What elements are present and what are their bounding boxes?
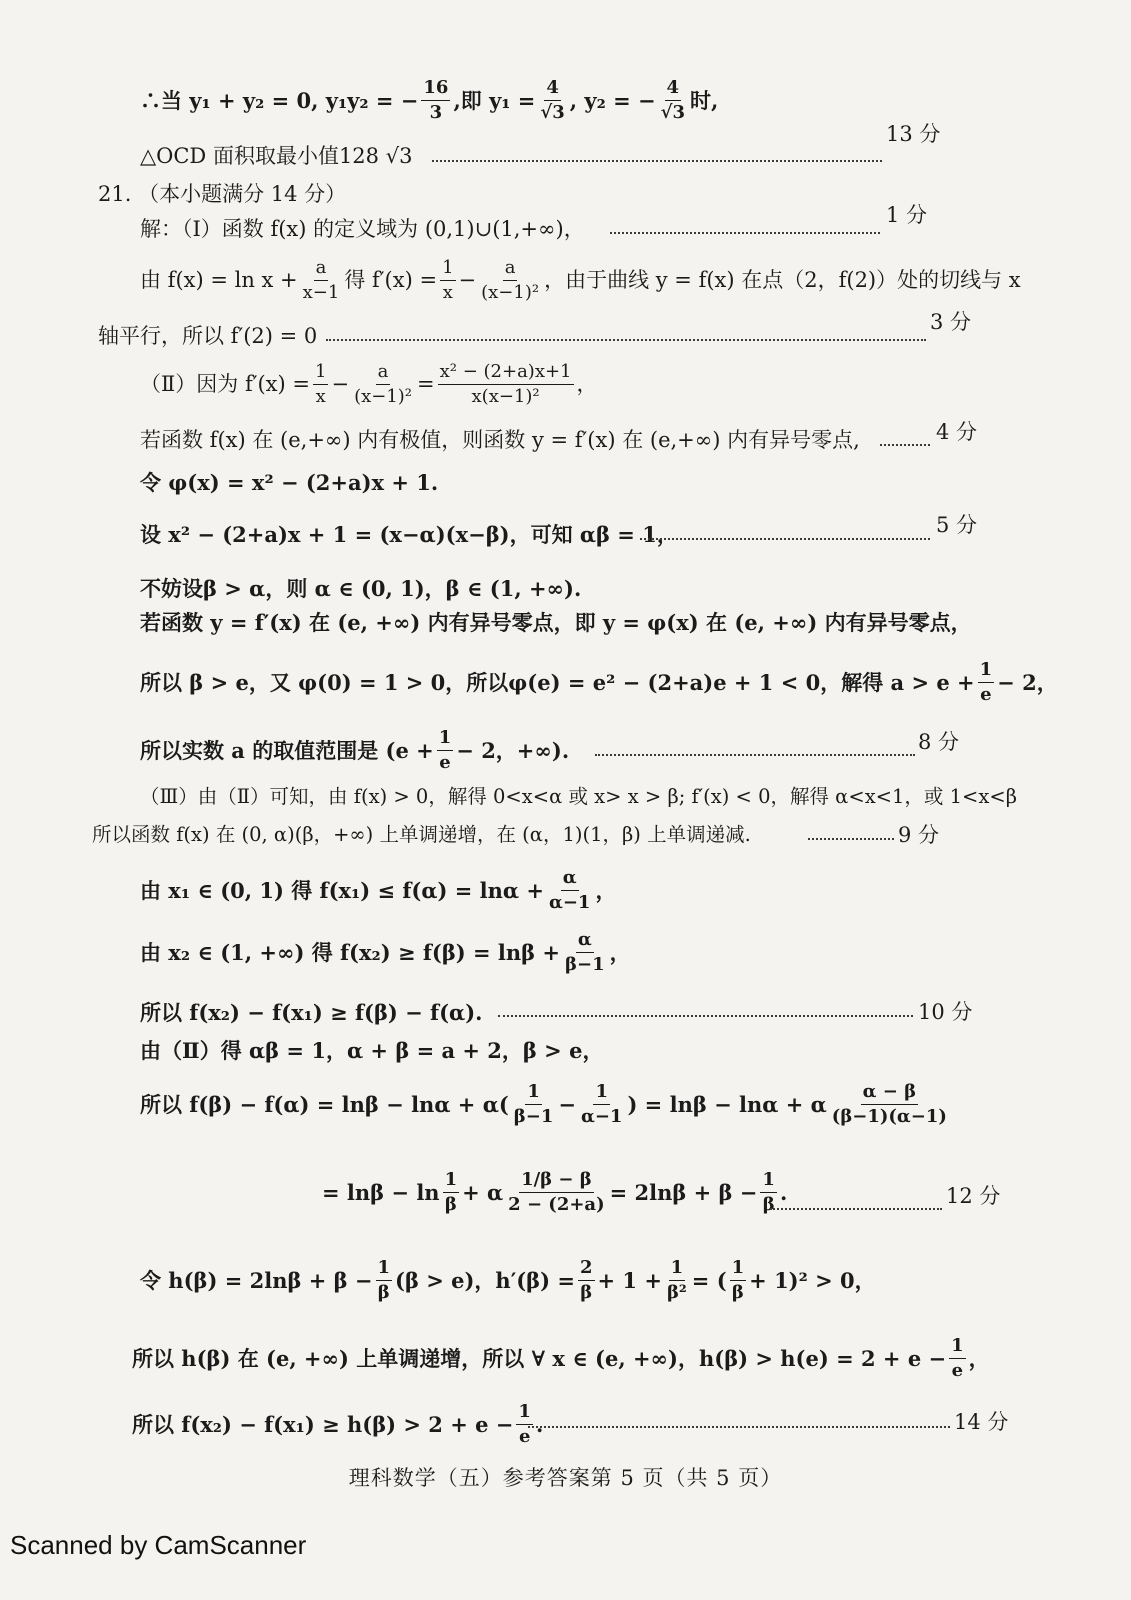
fraction: $\frac{16}{3}$ [423, 77, 449, 123]
dotted-leader [610, 232, 880, 234]
fraction: $\frac{\alpha - \beta}{(\beta-1)(\alpha-1)}$ [831, 1081, 947, 1127]
score-mark: 8 分 [918, 730, 960, 754]
fraction: $\frac{1}{e}$ [518, 1401, 531, 1447]
score-mark: 5 分 [936, 513, 978, 537]
fraction: $\frac{1}{\beta}$ [444, 1169, 458, 1215]
line-1: ∴当 y₁ + y₂ = 0, y₁y₂ = − $\frac{16}{3}$ ,即 y₁ = $\frac{4}{√3}$ , y₂ = − $\frac{4}{√3}$ 时, [140, 77, 719, 123]
fraction: $\frac{1}{\beta}$ [377, 1257, 391, 1303]
line-11: 不妨设β > α，则 α ∈ (0, 1)，β ∈ (1, +∞). [140, 576, 582, 601]
fraction: $\frac{1}{x}$ [315, 361, 327, 407]
score-mark: 9 分 [898, 823, 940, 847]
line-18: 由 x₂ ∈ (1, +∞) 得 f(x₂) ≥ f(β) = lnβ + $\frac{\alpha}{\beta-1}$ ， [140, 929, 631, 975]
line-8: 若函数 f(x) 在 (e,+∞) 内有极值，则函数 y = f′(x) 在 (e,+∞) 内有异号零点, [140, 428, 860, 452]
fraction: $\frac{\alpha}{\beta-1}$ [565, 929, 605, 975]
line-7: （Ⅱ）因为 f′(x) = $\frac{1}{x}$ − $\frac{a}{\text{(x−1)²}}$ = $\frac{\text{x² − (2+a)x+1}}{\text{x(x−1)²}}$ ， [140, 361, 598, 407]
fraction: $\frac{1}{\alpha-1}$ [580, 1081, 623, 1127]
fraction: $\frac{1/\beta - \beta}{2 - (2+a)}$ [508, 1169, 605, 1215]
line-3-question-header: 21. （本小题满分 14 分） [98, 182, 347, 206]
line-25: 所以 f(x₂) − f(x₁) ≥ h(β) > 2 + e − $\frac{1}{e}$ . [132, 1401, 544, 1447]
fraction: $\frac{\alpha}{\alpha-1}$ [548, 867, 591, 913]
line-17: 由 x₁ ∈ (0, 1) 得 f(x₁) ≤ f(α) = lnα + $\frac{\alpha}{\alpha-1}$ ， [140, 867, 617, 913]
fraction: $\frac{1}{\text{β²}}$ [666, 1257, 687, 1303]
fraction: $\frac{1}{e}$ [979, 659, 993, 705]
fraction: $\frac{a}{x-1}$ [302, 257, 340, 303]
dotted-leader [326, 339, 926, 341]
line-4: 解：（Ⅰ）函数 f(x) 的定义域为 (0,1)∪(1,+∞)， [140, 217, 585, 241]
scanner-watermark: Scanned by CamScanner [10, 1530, 307, 1560]
fraction: $\frac{1}{\beta}$ [762, 1169, 775, 1215]
line-24: 所以 h(β) 在 (e, +∞) 上单调递增，所以 ∀ x ∈ (e, +∞)，h(β) > h(e) = 2 + e − $\frac{1}{e}$ ， [132, 1335, 990, 1381]
dotted-leader [640, 538, 930, 540]
fraction: $\frac{1}{\beta-1}$ [513, 1081, 554, 1127]
dotted-leader [808, 838, 894, 840]
line-22: = lnβ − ln $\frac{1}{\beta}$ + α $\frac{1/\beta - \beta}{2 - (2+a)}$ = 2lnβ + β − $\frac{1}{\beta}$ . [322, 1169, 788, 1215]
fraction: $\frac{1}{e}$ [951, 1335, 964, 1381]
fraction: $\frac{1}{\beta}$ [731, 1257, 745, 1303]
line-23: 令 h(β) = 2lnβ + β − $\frac{1}{\beta}$ (β > e)，h′(β) = $\frac{2}{\beta}$ + 1 + $\frac{1}{\text{β²}}$ = ( $\frac{1}{\beta}$ + 1)² > 0， [140, 1257, 876, 1303]
page-footer: 理科数学（五）参考答案第 5 页（共 5 页） [348, 1466, 783, 1490]
fraction: $\frac{a}{\text{(x−1)²}}$ [481, 257, 540, 303]
line-12: 若函数 y = f′(x) 在 (e, +∞) 内有异号零点，即 y = φ(x) 在 (e, +∞) 内有异号零点， [140, 610, 972, 635]
line-14: 所以实数 a 的取值范围是 (e + $\frac{1}{e}$ − 2，+∞). [140, 727, 570, 773]
line-9: 令 φ(x) = x² − (2+a)x + 1. [140, 470, 439, 495]
fraction: $\frac{4}{√3}$ [660, 77, 685, 123]
line-10: 设 x² − (2+a)x + 1 = (x−α)(x−β)，可知 αβ = 1， [140, 522, 678, 547]
score-mark: 10 分 [918, 1000, 973, 1024]
score-mark: 14 分 [954, 1410, 1009, 1434]
dotted-leader [528, 1426, 950, 1428]
line-21: 所以 f(β) − f(α) = lnβ − lnα + α( $\frac{1}{\beta-1}$ − $\frac{1}{\alpha-1}$ ) = lnβ − lnα + α $\frac{\alpha - \beta}{(\beta-1)(\alpha-1)}$ [140, 1081, 947, 1127]
score-mark: 3 分 [930, 310, 972, 334]
line-13: 所以 β > e，又 φ(0) = 1 > 0，所以φ(e) = e² − (2+a)e + 1 < 0，解得 a > e + $\frac{1}{e}$ − 2， [140, 659, 1058, 705]
fraction: $\frac{1}{x}$ [442, 257, 454, 303]
score-mark: 1 分 [886, 203, 928, 227]
line-16: 所以函数 f(x) 在 (0, α)(β，+∞) 上单调递增，在 (α，1)(1，β) 上单调递减. [92, 823, 751, 846]
fraction: $\frac{a}{\text{(x−1)²}}$ [354, 361, 413, 407]
dotted-leader [432, 160, 882, 162]
line-5: 由 f(x) = ln x + $\frac{a}{x-1}$ 得 f′(x) = $\frac{1}{x}$ − $\frac{a}{\text{(x−1)²}}$ ，由于曲线 y = f(x) 在点（2，f(2)）处的切线与 x [140, 257, 1021, 303]
fraction: $\frac{1}{e}$ [438, 727, 452, 773]
score-mark: 13 分 [886, 122, 941, 146]
score-mark: 12 分 [946, 1184, 1001, 1208]
dotted-leader [880, 444, 930, 446]
fraction: $\frac{2}{\beta}$ [579, 1257, 593, 1303]
line-20: 由（Ⅱ）得 αβ = 1，α + β = a + 2，β > e， [140, 1038, 604, 1063]
fraction: $\frac{4}{√3}$ [540, 77, 565, 123]
dotted-leader [770, 1208, 942, 1210]
line-6: 轴平行，所以 f′(2) = 0 [98, 324, 318, 348]
dotted-leader [498, 1015, 913, 1017]
score-mark: 4 分 [936, 420, 978, 444]
fraction: $\frac{\text{x² − (2+a)x+1}}{\text{x(x−1)²}}$ [439, 361, 572, 407]
line-2: △OCD 面积取最小值128 √3 [140, 144, 413, 168]
dotted-leader [595, 754, 915, 756]
line-15: （Ⅲ）由（Ⅱ）可知，由 f(x) > 0，解得 0<x<α 或 x> x > β; f′(x) < 0，解得 α<x<1，或 1<x<β [140, 785, 1017, 808]
line-19: 所以 f(x₂) − f(x₁) ≥ f(β) − f(α). [140, 1000, 483, 1025]
